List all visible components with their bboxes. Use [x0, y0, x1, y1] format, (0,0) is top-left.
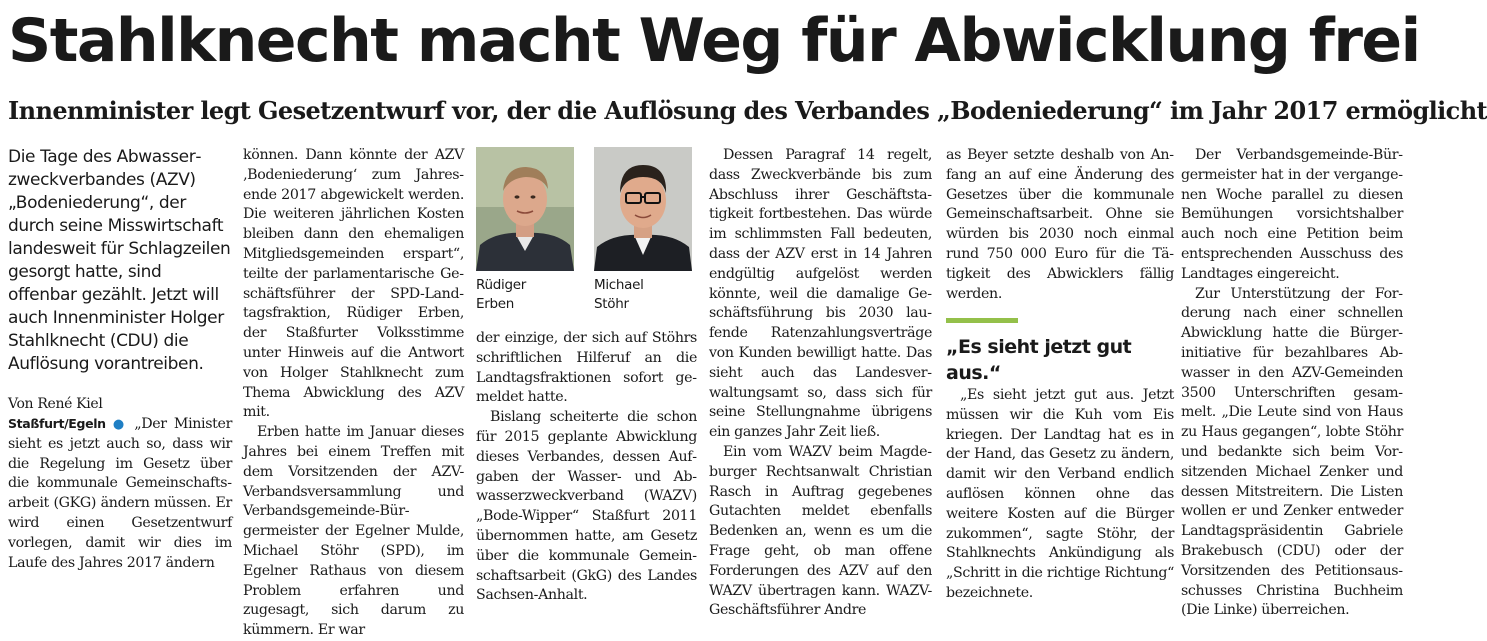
portrait-erben-image: [476, 147, 574, 271]
bullet-dot-icon: ●: [112, 417, 127, 432]
portrait-stoehr-image: [594, 147, 692, 271]
caption-erben-first: Rüdiger: [476, 277, 526, 293]
column-1-body: „Der Minister sieht es jetzt auch so, dass wir die Regelung im Gesetz über die kommunale Gemeinschaftsarbeit (GKG) ändern müssen. Er wird einen Gesetzentwurf vorlegen, damit wir dies im Laufe des Jahres 2017 ändern: [8, 416, 232, 571]
column-1-text: [8, 414, 232, 573]
dateline: Staßfurt/Egeln: [8, 416, 106, 431]
caption-stoehr-first: Michael: [594, 277, 644, 293]
column-3: [476, 329, 697, 608]
column-4-paragraph-2: Ein vom WAZV beim Magdeburger Rechtsanwalt Christian Rasch in Auftrag gegebenes Gutachten meldet ebenfalls Bedenken an, wenn es um die Frage geht, ob man offene Forderungen des AZV auf den WAZV übertragen kann. WAZV-Geschäftsführer Andre: [709, 443, 932, 619]
lead-paragraph: Die Tage des Abwasserzweckverbandes (AZV) „Bodeniederung“, der durch seine Misswirtschaft landesweit für Schlagzeilen gesorgt hatte, sind offenbar gezählt. Jetzt will auch Innenminister Holger Stahlknecht (CDU) die Auflösung vorantreiben.: [8, 147, 231, 374]
column-1: [8, 146, 232, 608]
pullquote-accent-rule: [946, 318, 1018, 323]
column-4-paragraph-1: Dessen Paragraf 14 regelt, dass Zweckverbände bis zum Abschluss ihrer Geschäftstatigkeit fortbestehen. Das würde im schlimmsten Fall bedeuten, dass der AZV erst in 14 Jahren endgültig aufgelöst werden könnte, weil die damalige Geschäftsführung bis 2030 laufende Ratenzahlungsverträge von Kunden bewilligt hatte. Das sieht auch das Landesverwaltungsamt so, dass sich für seine Stellungnahme übrigens ein ganzes Jahr Zeit ließ.: [709, 147, 932, 441]
column-2: [243, 146, 464, 639]
column-5-top: [946, 146, 1174, 306]
byline: Von René Kiel: [8, 396, 103, 412]
column-2-paragraph-2: Erben hatte im Januar dieses Jahres bei einem Treffen mit dem Vorsitzenden der AZV-Verbandsversammlung und Verbandsgemeinde-Bürgermeister der Egelner Mulde, Michael Stöhr (SPD), im Egelner Rathaus von diesem Problem erfahren und zugesagt, sich darum zu kümmern. Er war: [243, 424, 464, 639]
column-6-paragraph-2: Zur Unterstützung der Forderung nach einer schnellen Abwicklung hatte die Bürgerinitiative für bezahlbares Abwasser in den AZV-Gemeinden 3500 Unterschriften gesammelt. „Die Leute sind von Haus zu Haus gegangen“, lobte Stöhr und bedankte sich beim Vorsitzenden Michael Zenker und dessen Mitstreitern. Die Listen wollen er und Zenker entweder Landtagspräsidentin Gabriele Brakebusch (CDU) oder der Vorsitzenden des Petitionsausschusses Christina Buchheim (Die Linke) überreichen.: [1181, 285, 1403, 619]
photo-ruediger-erben: [476, 147, 574, 271]
column-3-paragraph-2: Bislang scheiterte die schon für 2015 geplante Abwicklung dieses Verbandes, dessen Aufgaben der Wasser- und Abwasserzweckverband (WAZV) „Bode-Wipper“ Staßfurt 2011 übernommen hatte, am Gesetz über die kommunale Gemeinschaftsarbeit (GkG) des Landes Sachsen-Anhalt.: [476, 409, 697, 604]
column-5-paragraph-2: „Es sieht jetzt gut aus. Jetzt müssen wir die Kuh vom Eis kriegen. Der Landtag hat es in der Hand, das Gesetz zu ändern, damit wir den Verband endlich auflösen können ohne das weitere Kosten auf die Bürger zukommen“, sagte Stöhr, der Stahlknechts Ankündigung als „Schritt in die richtige Richtung“ bezeichnete.: [946, 387, 1174, 601]
column-3-paragraph-1: der einzige, der sich auf Stöhrs schriftlichen Hilferuf an die Landtagsfraktionen sofort gemeldet hatte.: [476, 330, 697, 406]
column-5-bottom: [946, 386, 1174, 608]
column-2-paragraph-1: können. Dann könnte der AZV ‚Bodeniederung‘ zum Jahresende 2017 abgewickelt werden. Die weiteren jährlichen Kosten bleiben dann den ehemaligen Mitgliedsgemeinden erspart“, teilte der parlamentarische Geschäftsführer der SPD-Landtagsfraktion, Rüdiger Erben, der Staßfurter Volksstimme unter Hinweis auf die Antwort von Holger Stahlknecht zum Thema Abwicklung des AZV mit.: [243, 147, 464, 421]
caption-erben-last: Erben: [476, 296, 515, 312]
caption-erben: [476, 276, 576, 314]
subheadline: Innenminister legt Gesetzentwurf vor, der die Auflösung des Verbandes „Bodeniederung“ im Jahr 2017 ermöglicht: [8, 96, 1487, 125]
column-6-paragraph-1: Der Verbandsgemeinde-Bürgermeister hat in der vergangenen Woche parallel zu diesen Bemühungen vorsichtshalber auch noch eine Petition beim entsprechenden Ausschuss des Landtages eingereicht.: [1181, 147, 1403, 282]
column-6: [1181, 146, 1403, 619]
photo-michael-stoehr: [594, 147, 692, 271]
headline: Stahlknecht macht Weg für Abwicklung frei: [8, 6, 1420, 76]
column-4: [709, 146, 932, 619]
caption-stoehr: [594, 276, 694, 314]
column-5-paragraph-1: as Beyer setzte deshalb von Anfang an auf eine Änderung des Gesetzes über die kommunale Gemeinschaftsarbeit. Ohne sie würden bis 2030 noch einmal rund 750 000 Euro für die Tätigkeit des Abwicklers fällig werden.: [946, 147, 1174, 302]
caption-stoehr-last: Stöhr: [594, 296, 629, 312]
pullquote: „Es sieht jetzt gut aus.“: [946, 336, 1132, 384]
